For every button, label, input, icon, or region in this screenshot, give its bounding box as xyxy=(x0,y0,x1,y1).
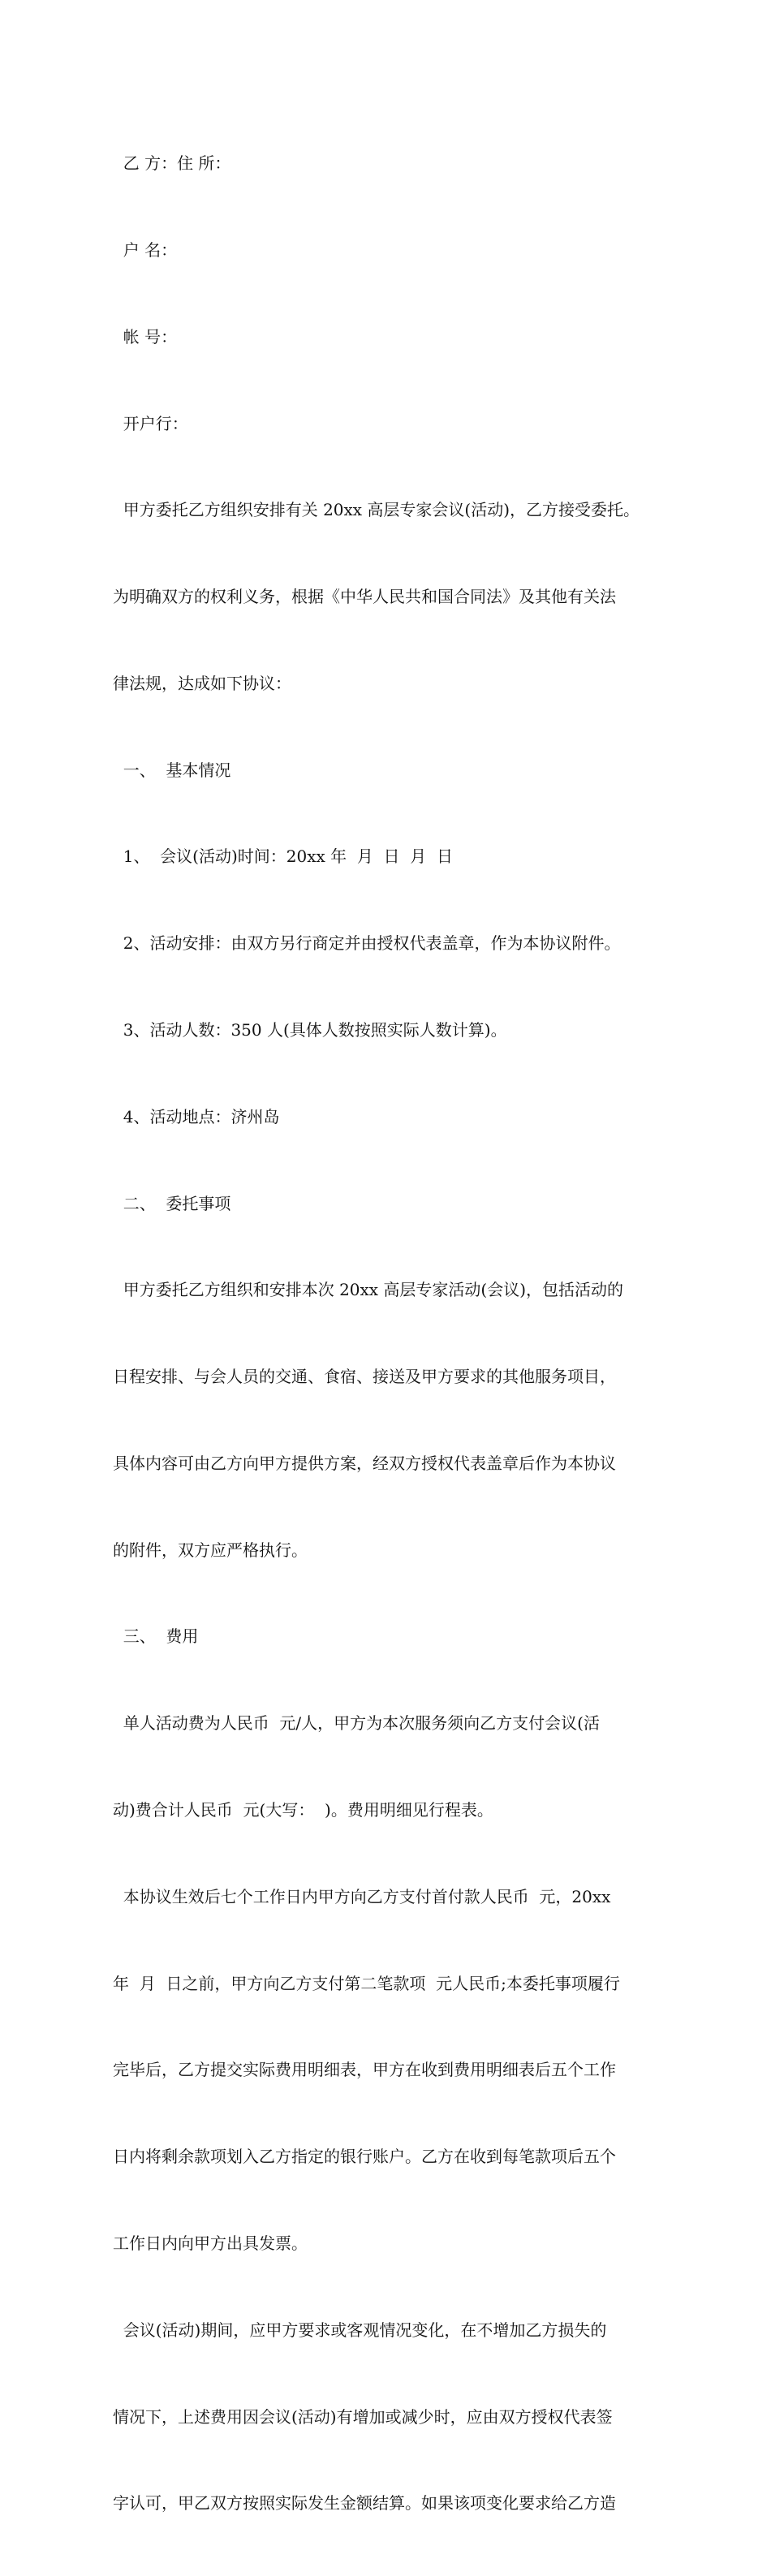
text-line: 为明确双方的权利义务，根据《中华人民共和国合同法》及其他有关法 xyxy=(113,587,616,607)
text-line: 完毕后，乙方提交实际费用明细表，甲方在收到费用明细表后五个工作 xyxy=(113,2060,616,2080)
text-line: 2、活动安排：由双方另行商定并由授权代表盖章，作为本协议附件。 xyxy=(113,933,621,954)
section-heading: 二、 委托事项 xyxy=(113,1193,231,1213)
text-line: 4、活动地点：济州岛 xyxy=(113,1106,280,1126)
text-line: 日程安排、与会人员的交通、食宿、接送及甲方要求的其他服务项目， xyxy=(113,1367,616,1387)
text-line: 律法规，达成如下协议： xyxy=(113,673,291,693)
text-line: 甲方委托乙方组织安排有关 20xx 高层专家会议(活动)，乙方接受委托。 xyxy=(113,500,640,520)
text-line: 户 名： xyxy=(113,239,178,260)
section-heading: 一、 基本情况 xyxy=(113,760,231,780)
text-line: 1、 会议(活动)时间：20xx 年 月 日 月 日 xyxy=(113,846,453,867)
text-line: 日内将剩余款项划入乙方指定的银行账户。乙方在收到每笔款项后五个 xyxy=(113,2147,616,2167)
text-line: 字认可，甲乙双方按照实际发生金额结算。如果该项变化要求给乙方造 xyxy=(113,2493,616,2514)
text-line: 情况下，上述费用因会议(活动)有增加或减少时，应由双方授权代表签 xyxy=(113,2406,613,2427)
text-line: 工作日内向甲方出具发票。 xyxy=(113,2233,308,2253)
text-line: 具体内容可由乙方向甲方提供方案，经双方授权代表盖章后作为本协议 xyxy=(113,1453,616,1473)
text-line: 本协议生效后七个工作日内甲方向乙方支付首付款人民币 元，20xx xyxy=(113,1886,611,1906)
text-line: 动)费合计人民币 元(大写： )。费用明细见行程表。 xyxy=(113,1800,493,1820)
section-heading: 三、 费用 xyxy=(113,1626,199,1647)
text-line: 的附件，双方应严格执行。 xyxy=(113,1540,308,1560)
text-line: 单人活动费为人民币 元/人，甲方为本次服务须向乙方支付会议(活 xyxy=(113,1713,600,1734)
text-line: 开户行： xyxy=(113,413,188,433)
text-line: 乙 方：住 所： xyxy=(113,153,231,174)
document-body xyxy=(113,92,673,2576)
text-line: 帐 号： xyxy=(113,326,178,347)
text-line: 甲方委托乙方组织和安排本次 20xx 高层专家活动(会议)，包括活动的 xyxy=(113,1280,624,1300)
text-line: 3、活动人数：350 人(具体人数按照实际人数计算)。 xyxy=(113,1020,507,1040)
text-line: 会议(活动)期间，应甲方要求或客观情况变化，在不增加乙方损失的 xyxy=(113,2320,607,2340)
text-line: 年 月 日之前，甲方向乙方支付第二笔款项 元人民币;本委托事项履行 xyxy=(113,1973,620,1993)
